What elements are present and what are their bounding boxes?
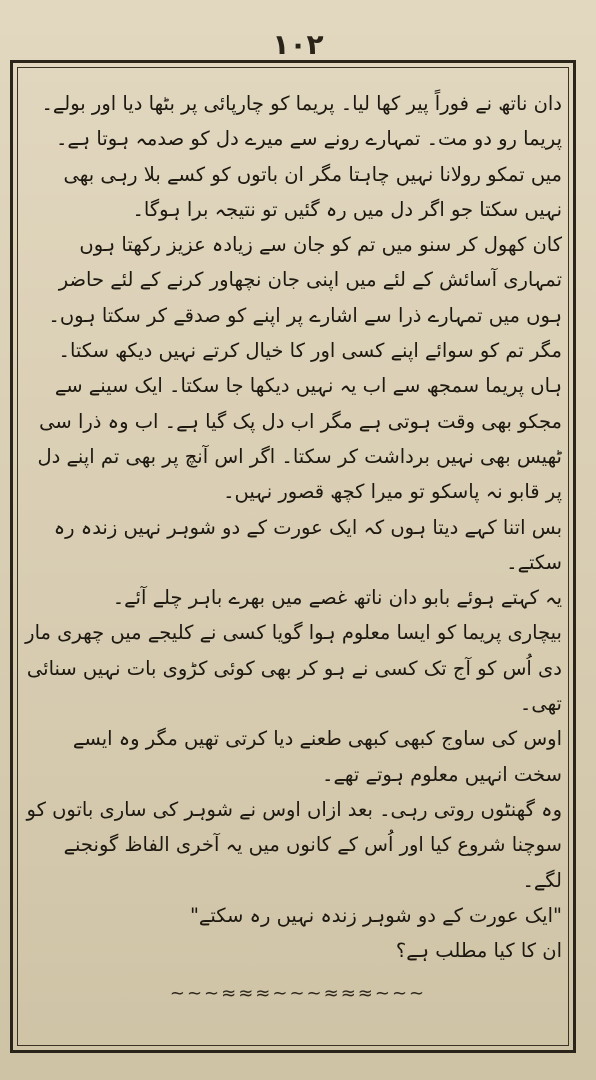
paragraph-1: دان ناتھ نے فوراً پیر کھا لیا۔ پریما کو چارپائی پر بٹھا دیا اور بولے۔ [41,92,562,115]
paragraph-5: بس اتنا کہے دیتا ہوں کہ ایک عورت کے دو شوہر نہیں زندہ رہ سکتے۔ [53,515,562,574]
page-number: ١٠٢ [272,28,324,61]
paragraph-11: ان کا کیا مطلب ہے؟ [395,939,562,963]
paragraph-9: وہ گھنٹوں روتی رہی۔ بعد ازاں اوس نے شوہر کی ساری باتوں کو سوچنا شروع کیا اور اُس کے کانوں میں یہ آخری الفاظ گونجنے لگے۔ [26,797,562,892]
paragraph-6: یہ کہتے ہوئے بابو دان ناتھ غصے میں بھرے باہر چلے آئے۔ [112,586,562,610]
paragraph-3: کان کھول کر سنو میں تم کو جان سے زیادہ عزیز رکھتا ہوں تمہاری آسائش کے لئے میں اپنی جان نچھاور کرنے کے لئے حاضر ہوں میں تمہارے ذرا سے اشارے پر اپنے کو صدقے کر سکتا ہوں۔ [48,233,562,327]
paragraph-8: اوس کی ساوج کبھی کبھی طعنے دیا کرتی تھیں مگر وہ ایسے سخت انہیں معلوم ہوتے تھے۔ [72,727,562,786]
paragraph-2: پریما رو دو مت۔ تمہارے رونے سے میرے دل کو صدمہ ہوتا ہے۔ میں تمکو رولانا نہیں چاہتا مگر ان باتوں کو کسے بلا رہی بھی نہیں سکتا جو اگر دل میں رہ گئیں تو نتیجہ برا ہوگا۔ [55,127,562,221]
story-text [24,86,562,986]
end-ornament: ~~~≈≈≈~~~≈≈≈~~~ [169,983,427,1004]
paragraph-10: "ایک عورت کے دو شوہر زندہ نہیں رہ سکتے" [189,903,562,927]
paragraph-4: مگر تم کو سوائے اپنے کسی اور کا خیال کرتے نہیں دیکھ سکتا۔ ہاں پریما سمجھ سے اب یہ نہیں دیکھا جا سکتا۔ ایک سینے سے مجکو بھی وقت ہوتی ہے مگر اب دل پک گیا ہے۔ اب وہ ذرا سی ٹھیس بھی نہیں برداشت کر سکتا۔ اگر اس آنچ پر بھی تم اپنے دل پر قابو نہ پاسکو تو میرا کچھ قصور نہیں۔ [37,339,562,504]
paragraph-7: بیچاری پریما کو ایسا معلوم ہوا گویا کسی نے کلیجے میں چھری مار دی اُس کو آج تک کسی نے ہو کر بھی کوئی کڑوی بات نہیں سنائی تھی۔ [25,621,562,716]
